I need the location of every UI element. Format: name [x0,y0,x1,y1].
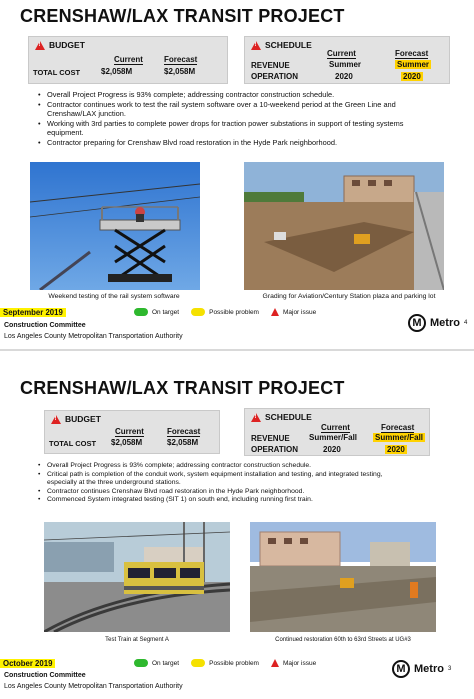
budget-box [28,36,228,84]
metro-m-icon: M [392,660,410,678]
budget-forecast-heading: Forecast [167,427,201,436]
budget-header: ! BUDGET [35,40,85,50]
schedule-box [244,36,450,84]
schedule-current-value: Summer/Fall [309,433,358,442]
schedule-header: ! SCHEDULE [251,412,312,422]
progress-bullets [38,462,388,505]
bullet-item: • Overall Project Progress is 93% complete; addressing contractor construction schedule. [38,462,388,471]
schedule-forecast-heading: Forecast [381,423,415,432]
budget-current-value: $2,058M [101,67,133,76]
schedule-row-label: OPERATION [251,72,298,81]
schedule-current-year: 2020 [335,72,353,81]
possible-problem-icon [191,308,205,316]
photo-station-grading [244,162,444,290]
train-photo-illustration [44,522,230,632]
schedule-forecast-year: 2020 [403,72,421,81]
status-legend: On target Possible problem Major issue [134,659,316,667]
warning-icon [51,415,61,424]
page-title: CRENSHAW/LAX TRANSIT PROJECT [20,6,345,26]
budget-forecast-value: $2,058M [164,67,196,76]
bullet-item: • Working with 3rd parties to complete power drops for traction power substations in support of testing systems equipment. [38,119,438,138]
restoration-photo-illustration [250,522,436,632]
lift-photo-illustration [30,162,200,290]
budget-forecast-value: $2,058M [167,438,199,447]
photo-road-restoration [250,522,436,632]
report-page-october [0,352,474,699]
schedule-row-label: REVENUE [251,434,290,443]
bullet-item: • Overall Project Progress is 93% complete; addressing contractor construction schedule. [38,90,438,100]
budget-header: ! BUDGET [51,414,101,424]
schedule-forecast-heading: Forecast [395,49,429,58]
metro-logo: M Metro 3 [392,660,451,678]
budget-current-value: $2,058M [111,438,143,447]
on-target-icon [134,308,148,316]
grading-photo-illustration [244,162,444,290]
schedule-forecast-value: Summer/Fall [375,433,424,442]
schedule-current-heading: Current [321,423,350,432]
page-number: 4 [463,320,468,326]
status-legend: On target Possible problem Major issue [134,308,316,316]
page-number: 3 [447,666,452,672]
budget-current-heading: Current [115,427,144,436]
on-target-icon [134,659,148,667]
schedule-header: ! SCHEDULE [251,40,312,50]
warning-icon [251,413,261,422]
committee-name: Construction Committee [4,322,86,329]
budget-forecast-heading: Forecast [164,55,198,64]
schedule-row-label: REVENUE [251,61,290,70]
agency-name: Los Angeles County Metropolitan Transportation Authority [4,683,183,690]
metro-m-icon: M [408,314,426,332]
agency-name: Los Angeles County Metropolitan Transportation Authority [4,333,183,340]
major-issue-icon [271,659,279,667]
photo-caption: Grading for Aviation/Century Station plaza and parking lot [262,293,436,300]
warning-icon [35,41,45,50]
photo-rail-software-testing [30,162,200,290]
bullet-item: • Commenced System integrated testing (SIT 1) on south end, including running first train. [38,496,388,505]
photo-test-train [44,522,230,632]
metro-logo: M Metro 4 [408,314,467,332]
budget-current-heading: Current [114,55,143,64]
schedule-forecast-value: Summer [397,60,430,69]
major-issue-icon [271,308,279,316]
bullet-item: • Critical path is completion of the conduit work, system equipment installation and testing, and integrated testing, especially at the three underground stations. [38,471,388,488]
schedule-current-year: 2020 [323,445,341,454]
photo-caption: Continued restoration 60th to 63rd Streets at UG#3 [275,637,411,643]
page-title: CRENSHAW/LAX TRANSIT PROJECT [20,378,345,398]
committee-name: Construction Committee [4,672,86,679]
budget-box [44,410,220,454]
progress-bullets [38,90,438,148]
schedule-current-heading: Current [327,49,356,58]
report-page-september [0,0,474,349]
report-date: September 2019 [0,308,66,317]
budget-row-label: TOTAL COST [33,68,81,77]
schedule-forecast-year: 2020 [387,445,405,454]
schedule-row-label: OPERATION [251,445,298,454]
schedule-box [244,408,430,456]
report-date: October 2019 [0,659,55,668]
schedule-current-value: Summer [329,60,362,69]
warning-icon [251,41,261,50]
page-divider [0,349,474,351]
photo-caption: Test Train at Segment A [105,637,169,643]
bullet-item: • Contractor continues Crenshaw Blvd road restoration in the Hyde Park neighborhood. [38,488,388,497]
bullet-item: • Contractor continues work to test the rail system software over a 10-weekend period at the Green Line and Crenshaw/LAX junction. [38,100,438,119]
possible-problem-icon [191,659,205,667]
bullet-item: • Contractor preparing for Crenshaw Blvd road restoration in the Hyde Park neighborhood. [38,138,438,148]
photo-caption: Weekend testing of the rail system software [48,293,180,300]
budget-row-label: TOTAL COST [49,439,97,448]
